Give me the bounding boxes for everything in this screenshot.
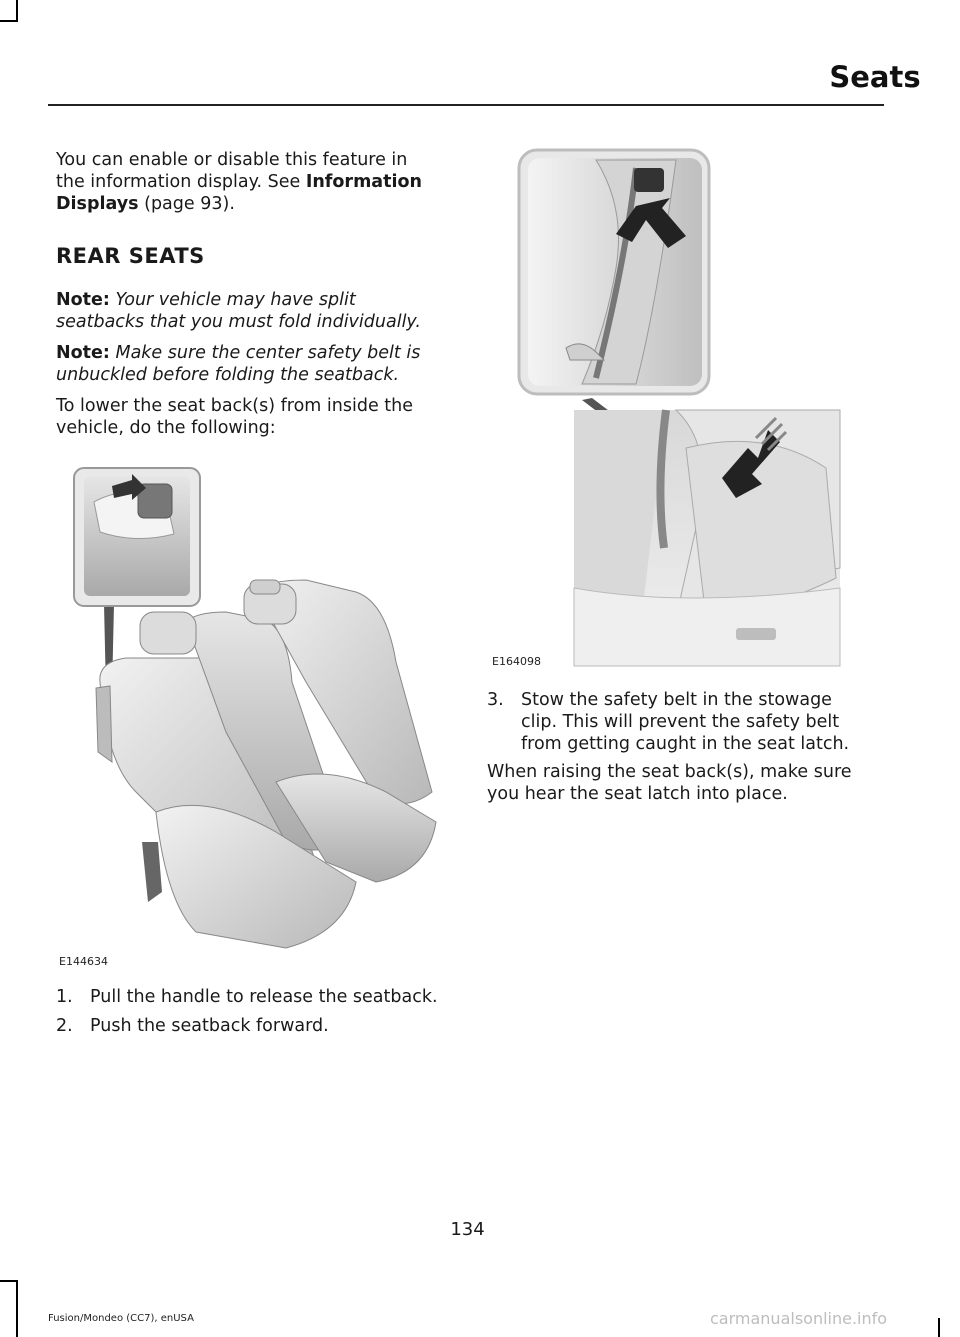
intro-paragraph [56, 149, 456, 215]
instruction-line-2: vehicle, do the following: [56, 418, 276, 438]
step-3-number: 3. [487, 690, 504, 710]
step-1-text: Pull the handle to release the seatback. [90, 987, 438, 1007]
note-1-line-1: Your vehicle may have split [109, 290, 356, 310]
crop-mark-bottom-left [16, 1280, 18, 1337]
watermark: carmanualsonline.info [710, 1309, 888, 1328]
note-2-label: Note: [56, 343, 110, 363]
note-1 [56, 289, 456, 333]
crop-mark-bottom-right [938, 1318, 940, 1337]
intro-line-1: You can enable or disable this feature in [56, 150, 408, 170]
step-2-number: 2. [56, 1016, 73, 1036]
crop-mark-top-left-h [0, 20, 18, 22]
section-heading: REAR SEATS [56, 244, 205, 268]
footer-model: Fusion/Mondeo (CC7), enUSA [48, 1313, 194, 1324]
step-3 [487, 689, 887, 759]
intro-line-2: the information display. See [56, 172, 306, 192]
page-number: 134 [450, 1219, 485, 1240]
instruction-line-1: To lower the seat back(s) from inside the [56, 396, 414, 416]
note-2-line-2: unbuckled before folding the seatback. [56, 365, 400, 385]
figure-1-code: E144634 [59, 955, 108, 968]
closing-paragraph [487, 761, 907, 805]
belt-clip-icon [634, 168, 664, 192]
step-3-line-3: from getting caught in the seat latch. [521, 734, 850, 754]
step-2-text: Push the seatback forward. [90, 1016, 329, 1036]
note-1-line-2: seatbacks that you must fold individually. [56, 312, 421, 332]
note-2 [56, 342, 456, 386]
intro-page-ref: (page 93). [138, 194, 235, 214]
safety-belt-illustration [486, 148, 846, 668]
crop-mark-top-left [16, 0, 18, 22]
crop-mark-bottom-left-h [0, 1280, 18, 1282]
header-rule [48, 104, 884, 106]
step-3-line-1: Stow the safety belt in the stowage [521, 690, 832, 710]
note-2-line-1: Make sure the center safety belt is [109, 343, 421, 363]
figure-2-code: E164098 [492, 655, 541, 668]
closing-line-2: you hear the seat latch into place. [487, 784, 788, 804]
step-3-text [521, 689, 849, 755]
step-3-line-2: clip. This will prevent the safety belt [521, 712, 840, 732]
step-1-number: 1. [56, 987, 73, 1007]
instruction-paragraph [56, 395, 456, 439]
note-1-label: Note: [56, 290, 110, 310]
page-title: Seats [829, 60, 921, 94]
closing-line-1: When raising the seat back(s), make sure [487, 762, 852, 782]
cross-ref-information[interactable]: Information [305, 172, 422, 192]
rear-seat-illustration [56, 462, 446, 962]
cross-ref-displays[interactable]: Displays [56, 194, 139, 214]
